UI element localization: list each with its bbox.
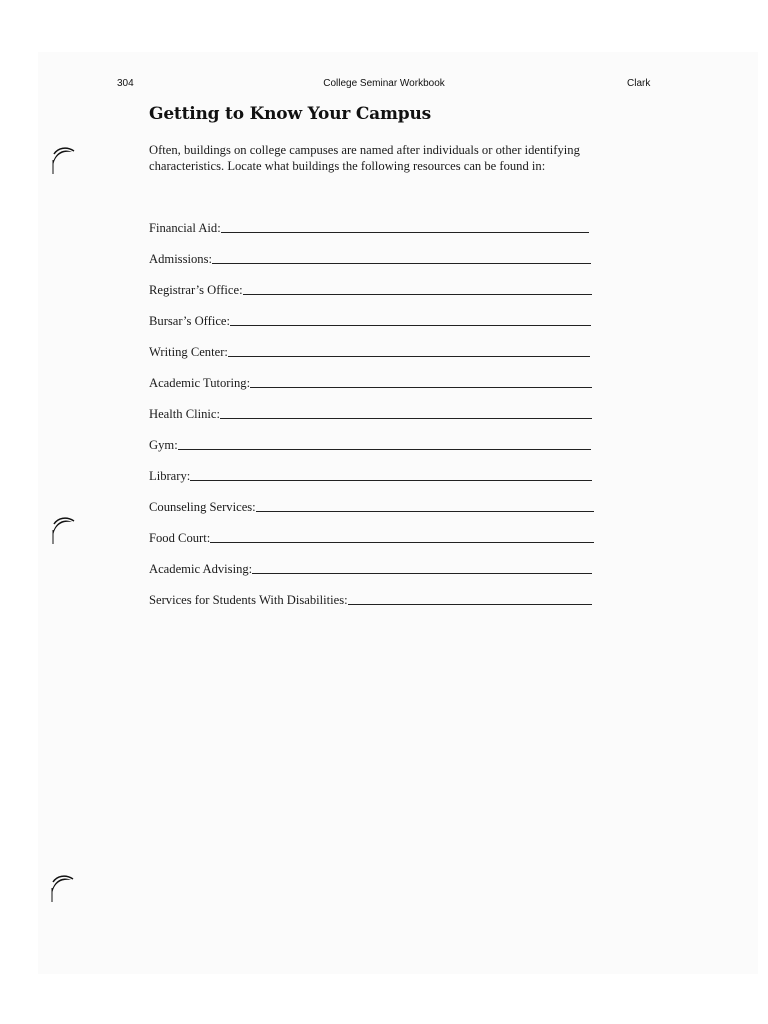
field-registrars-office[interactable] [149,280,592,298]
blank-line[interactable] [256,510,594,512]
blank-line[interactable] [230,324,591,326]
field-academic-tutoring[interactable] [149,373,592,391]
field-food-court[interactable] [149,528,594,546]
blank-line[interactable] [190,479,592,481]
author-name: Clark [627,78,651,89]
blank-line[interactable] [178,448,591,450]
field-academic-advising[interactable] [149,559,592,577]
page-title: Getting to Know Your Campus [149,104,431,124]
blank-line[interactable] [221,231,589,233]
blank-line[interactable] [220,417,592,419]
field-label: Registrar’s Office: [149,283,243,297]
field-label: Library: [149,469,191,483]
field-library[interactable] [149,466,592,484]
blank-line[interactable] [348,603,592,605]
intro-line-2: characteristics. Locate what buildings the following resources can be found in: [149,159,546,173]
intro-line-1: Often, buildings on college campuses are named after individuals or other identifying [149,143,580,157]
field-writing-center[interactable] [149,342,590,360]
field-label: Food Court: [149,531,211,545]
blank-line[interactable] [212,262,591,264]
field-label: Health Clinic: [149,407,220,421]
field-label: Writing Center: [149,345,228,359]
blank-line[interactable] [243,293,592,295]
blank-line[interactable] [210,541,594,543]
field-disability-services[interactable] [149,590,592,608]
field-health-clinic[interactable] [149,404,592,422]
field-gym[interactable] [149,435,591,453]
field-label: Academic Tutoring: [149,376,251,390]
blank-line[interactable] [252,572,592,574]
field-label: Academic Advising: [149,562,253,576]
page-number: 304 [117,78,134,89]
punch-hole-icon [50,142,76,176]
blank-line[interactable] [250,386,592,388]
field-financial-aid[interactable] [149,218,589,236]
field-label: Counseling Services: [149,500,256,514]
field-label: Services for Students With Disabilities: [149,593,348,607]
field-counseling-services[interactable] [149,497,594,515]
blank-line[interactable] [228,355,590,357]
field-label: Bursar’s Office: [149,314,231,328]
intro-paragraph [149,142,629,174]
field-label: Gym: [149,438,178,452]
book-title: College Seminar Workbook [323,78,445,89]
field-label: Financial Aid: [149,221,221,235]
punch-hole-icon [49,870,75,904]
punch-hole-icon [50,512,76,546]
field-admissions[interactable] [149,249,591,267]
field-bursars-office[interactable] [149,311,591,329]
field-label: Admissions: [149,252,212,266]
